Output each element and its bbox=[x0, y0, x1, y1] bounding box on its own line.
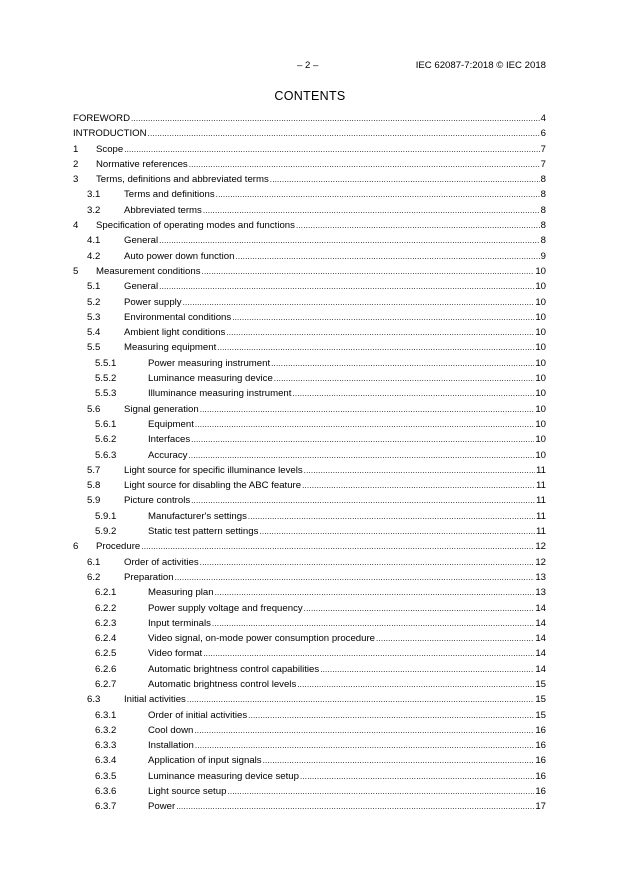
toc-entry-page: 16 bbox=[535, 770, 546, 782]
dot-leader bbox=[216, 190, 540, 199]
toc-entry-number: 6.2.1 bbox=[95, 587, 117, 599]
toc-entry-title: Light source setup bbox=[148, 786, 227, 798]
dot-leader bbox=[376, 634, 534, 643]
dot-leader bbox=[131, 114, 540, 123]
toc-entry[interactable] bbox=[73, 740, 546, 755]
toc-entry-page: 14 bbox=[535, 633, 546, 645]
dot-leader bbox=[217, 343, 534, 352]
toc-entry[interactable] bbox=[73, 679, 546, 694]
toc-entry[interactable] bbox=[73, 312, 546, 327]
toc-entry[interactable] bbox=[73, 251, 546, 266]
toc-entry-page: 10 bbox=[535, 281, 546, 293]
toc-entry-title: Video signal, on-mode power consumption procedure bbox=[148, 633, 376, 645]
dot-leader bbox=[270, 175, 540, 184]
dot-leader bbox=[292, 389, 534, 398]
dot-leader bbox=[159, 236, 540, 245]
dot-leader bbox=[304, 466, 535, 475]
toc-entry[interactable] bbox=[73, 159, 546, 174]
toc-entry-page: 11 bbox=[536, 480, 546, 492]
toc-entry-page: 8 bbox=[540, 174, 546, 186]
toc-entry[interactable] bbox=[73, 648, 546, 663]
toc-entry-number: 5.7 bbox=[87, 464, 101, 476]
dot-leader bbox=[176, 802, 534, 811]
toc-entry-title: FOREWORD bbox=[73, 113, 131, 124]
toc-entry-number: 6.2.6 bbox=[95, 663, 117, 675]
toc-entry-page: 15 bbox=[535, 678, 546, 690]
toc-entry[interactable] bbox=[73, 541, 546, 556]
dot-leader bbox=[148, 129, 540, 138]
toc-entry[interactable] bbox=[73, 205, 546, 220]
dot-leader bbox=[200, 405, 535, 414]
toc-entry-page: 14 bbox=[535, 648, 546, 660]
toc-entry[interactable] bbox=[73, 572, 546, 587]
dot-leader bbox=[320, 665, 534, 674]
dot-leader bbox=[175, 573, 535, 582]
toc-entry[interactable] bbox=[73, 189, 546, 204]
toc-entry-page: 8 bbox=[540, 235, 546, 247]
toc-entry[interactable] bbox=[73, 480, 546, 495]
page-header bbox=[0, 60, 620, 74]
toc-entry-title: Luminance measuring device setup bbox=[148, 770, 299, 782]
dot-leader bbox=[232, 313, 534, 322]
toc-entry-title: Power supply voltage and frequency bbox=[148, 602, 303, 614]
toc-entry-page: 11 bbox=[536, 510, 546, 522]
toc-entry[interactable] bbox=[73, 710, 546, 725]
toc-entry-title: Power measuring instrument bbox=[148, 357, 271, 369]
dot-leader bbox=[191, 496, 535, 505]
toc-entry-title: Procedure bbox=[96, 541, 141, 553]
dot-leader bbox=[200, 558, 535, 567]
toc-entry-page: 10 bbox=[535, 388, 546, 400]
toc-entry[interactable] bbox=[73, 144, 546, 159]
toc-entry[interactable] bbox=[73, 664, 546, 679]
dot-leader bbox=[202, 267, 535, 276]
toc-entry-page: 10 bbox=[535, 449, 546, 461]
toc-entry[interactable] bbox=[73, 557, 546, 572]
toc-entry[interactable] bbox=[73, 786, 546, 801]
toc-entry-title: Signal generation bbox=[124, 403, 199, 415]
dot-leader bbox=[203, 206, 540, 215]
toc-entry-number: 5.5 bbox=[87, 342, 101, 354]
toc-entry-title: Application of input signals bbox=[148, 755, 262, 767]
toc-entry-number: 5.8 bbox=[87, 480, 101, 492]
toc-entry[interactable] bbox=[73, 755, 546, 770]
dot-leader bbox=[141, 542, 534, 551]
toc-entry-title: Ambient light conditions bbox=[124, 327, 226, 339]
toc-entry[interactable] bbox=[73, 113, 546, 128]
dot-leader bbox=[271, 359, 534, 368]
toc-entry-title: Illuminance measuring instrument bbox=[148, 388, 292, 400]
toc-entry-number: 5.6.3 bbox=[95, 449, 117, 461]
toc-entry-page: 10 bbox=[535, 357, 546, 369]
toc-entry-number: 5.5.1 bbox=[95, 357, 117, 369]
dot-leader bbox=[227, 787, 534, 796]
toc-entry-page: 16 bbox=[535, 786, 546, 798]
dot-leader bbox=[212, 619, 534, 628]
toc-entry[interactable] bbox=[73, 128, 546, 143]
toc-entry-page: 10 bbox=[535, 265, 546, 277]
toc-entry-number: 6.2.2 bbox=[95, 602, 117, 614]
toc-entry-title: Accuracy bbox=[148, 449, 188, 461]
toc-entry-title: Input terminals bbox=[148, 617, 211, 629]
toc-entry[interactable] bbox=[73, 297, 546, 312]
dot-leader bbox=[248, 711, 534, 720]
toc-entry-title: Measuring plan bbox=[148, 587, 214, 599]
dot-leader bbox=[215, 588, 535, 597]
toc-entry-title: Installation bbox=[148, 740, 194, 752]
dot-leader bbox=[191, 435, 534, 444]
toc-entry-page: 11 bbox=[536, 526, 546, 538]
toc-entry[interactable] bbox=[73, 235, 546, 250]
toc-entry-number: 5.5.2 bbox=[95, 373, 117, 385]
toc-entry-number: 1 bbox=[73, 143, 79, 155]
toc-entry[interactable] bbox=[73, 511, 546, 526]
toc-entry-page: 12 bbox=[535, 556, 546, 568]
toc-entry-title: Specification of operating modes and functions bbox=[96, 220, 295, 232]
dot-leader bbox=[188, 451, 534, 460]
toc-entry-page: 8 bbox=[540, 189, 546, 201]
toc-entry-number: 3 bbox=[73, 174, 79, 186]
toc-entry-page: 8 bbox=[540, 220, 546, 232]
toc-entry-page: 14 bbox=[535, 602, 546, 614]
dot-leader bbox=[296, 221, 540, 230]
toc-entry[interactable] bbox=[73, 281, 546, 296]
toc-entry-title: INTRODUCTION bbox=[73, 128, 147, 140]
toc-entry-title: Initial activities bbox=[124, 694, 186, 706]
toc-entry-number: 6.3.7 bbox=[95, 801, 117, 813]
dot-leader bbox=[187, 695, 534, 704]
toc-entry-number: 6.1 bbox=[87, 556, 101, 568]
toc-entry-title: General bbox=[124, 235, 159, 247]
page-number: – 2 – bbox=[297, 60, 319, 71]
toc-entry-page: 10 bbox=[535, 373, 546, 385]
toc-entry-page: 16 bbox=[535, 740, 546, 752]
toc-entry-number: 6.3 bbox=[87, 694, 101, 706]
toc-entry-title: Luminance measuring device bbox=[148, 373, 273, 385]
toc-entry[interactable] bbox=[73, 266, 546, 281]
toc-entry-number: 6.2.3 bbox=[95, 617, 117, 629]
toc-entry[interactable] bbox=[73, 526, 546, 541]
toc-entry-title: Terms and definitions bbox=[124, 189, 215, 201]
toc-entry-page: 7 bbox=[540, 143, 546, 155]
toc-entry-page: 12 bbox=[535, 541, 546, 553]
toc-entry-number: 6.2.4 bbox=[95, 633, 117, 645]
table-of-contents bbox=[73, 113, 546, 817]
toc-entry[interactable] bbox=[73, 174, 546, 189]
toc-entry-number: 6 bbox=[73, 541, 79, 553]
dot-leader bbox=[248, 512, 535, 521]
toc-entry-title: Scope bbox=[96, 143, 124, 155]
toc-entry-number: 5.6 bbox=[87, 403, 101, 415]
toc-entry-page: 10 bbox=[535, 311, 546, 323]
dot-leader bbox=[183, 298, 535, 307]
toc-entry[interactable] bbox=[73, 587, 546, 602]
toc-entry-number: 5.1 bbox=[87, 281, 101, 293]
toc-entry[interactable] bbox=[73, 633, 546, 648]
toc-entry-page: 14 bbox=[535, 663, 546, 675]
dot-leader bbox=[302, 481, 535, 490]
toc-entry-number: 6.2.5 bbox=[95, 648, 117, 660]
dot-leader bbox=[226, 328, 534, 337]
toc-entry-page: 4 bbox=[540, 113, 546, 124]
toc-entry-page: 16 bbox=[535, 724, 546, 736]
toc-entry-number: 5.6.1 bbox=[95, 418, 117, 430]
toc-entry-page: 13 bbox=[535, 571, 546, 583]
toc-entry-page: 16 bbox=[535, 755, 546, 767]
toc-entry[interactable] bbox=[73, 495, 546, 510]
toc-entry-page: 9 bbox=[540, 250, 546, 262]
dot-leader bbox=[189, 160, 540, 169]
toc-entry-number: 6.3.2 bbox=[95, 724, 117, 736]
dot-leader bbox=[195, 420, 534, 429]
toc-entry-title: Equipment bbox=[148, 418, 194, 430]
toc-entry-title: Measuring equipment bbox=[124, 342, 217, 354]
toc-entry-title: General bbox=[124, 281, 159, 293]
toc-entry[interactable] bbox=[73, 725, 546, 740]
toc-entry-title: Power supply bbox=[124, 296, 182, 308]
toc-entry-title: Cool down bbox=[148, 724, 194, 736]
dot-leader bbox=[259, 527, 535, 536]
dot-leader bbox=[235, 252, 539, 261]
toc-entry[interactable] bbox=[73, 327, 546, 342]
toc-entry-number: 5.3 bbox=[87, 311, 101, 323]
toc-entry-page: 10 bbox=[535, 296, 546, 308]
toc-title: CONTENTS bbox=[274, 89, 346, 103]
toc-entry[interactable] bbox=[73, 220, 546, 235]
toc-entry-number: 5.9 bbox=[87, 495, 101, 507]
toc-entry-page: 10 bbox=[535, 403, 546, 415]
dot-leader bbox=[194, 726, 534, 735]
toc-entry-number: 4 bbox=[73, 220, 79, 232]
toc-entry-title: Environmental conditions bbox=[124, 311, 232, 323]
toc-entry-page: 15 bbox=[535, 709, 546, 721]
toc-entry[interactable] bbox=[73, 434, 546, 449]
toc-entry-title: Interfaces bbox=[148, 434, 191, 446]
toc-entry-number: 2 bbox=[73, 158, 79, 170]
toc-entry-number: 5.4 bbox=[87, 327, 101, 339]
document-reference: IEC 62087-7:2018 © IEC 2018 bbox=[415, 60, 546, 71]
toc-entry-page: 10 bbox=[535, 327, 546, 339]
toc-entry[interactable] bbox=[73, 465, 546, 480]
dot-leader bbox=[274, 374, 535, 383]
toc-entry-title: Order of activities bbox=[124, 556, 199, 568]
toc-entry[interactable] bbox=[73, 618, 546, 633]
dot-leader bbox=[297, 680, 534, 689]
toc-entry-page: 15 bbox=[535, 694, 546, 706]
toc-entry[interactable] bbox=[73, 603, 546, 618]
toc-entry-title: Light source for specific illuminance levels bbox=[124, 464, 303, 476]
toc-entry-title: Measurement conditions bbox=[96, 265, 201, 277]
toc-entry-number: 6.2 bbox=[87, 571, 101, 583]
toc-entry-page: 6 bbox=[540, 128, 546, 140]
toc-entry[interactable] bbox=[73, 373, 546, 388]
toc-entry[interactable] bbox=[73, 694, 546, 709]
toc-entry-title: Static test pattern settings bbox=[148, 526, 259, 538]
toc-entry-number: 5.2 bbox=[87, 296, 101, 308]
toc-entry-title: Light source for disabling the ABC feature bbox=[124, 480, 302, 492]
dot-leader bbox=[300, 772, 534, 781]
toc-entry-number: 3.1 bbox=[87, 189, 101, 201]
toc-entry-number: 3.2 bbox=[87, 204, 101, 216]
toc-entry-title: Abbreviated terms bbox=[124, 204, 202, 216]
dot-leader bbox=[124, 145, 539, 154]
toc-entry-title: Power bbox=[148, 801, 176, 813]
toc-entry-title: Automatic brightness control capabilities bbox=[148, 663, 320, 675]
toc-entry-title: Picture controls bbox=[124, 495, 191, 507]
toc-entry[interactable] bbox=[73, 404, 546, 419]
toc-entry-number: 5.5.3 bbox=[95, 388, 117, 400]
toc-entry[interactable] bbox=[73, 342, 546, 357]
toc-entry-page: 10 bbox=[535, 342, 546, 354]
toc-entry-title: Terms, definitions and abbreviated terms bbox=[96, 174, 269, 186]
toc-entry-title: Manufacturer's settings bbox=[148, 510, 247, 522]
toc-entry-page: 14 bbox=[535, 617, 546, 629]
dot-leader bbox=[159, 282, 534, 291]
toc-entry-number: 5.9.2 bbox=[95, 526, 117, 538]
toc-entry-number: 6.3.6 bbox=[95, 786, 117, 798]
toc-entry-number: 4.1 bbox=[87, 235, 101, 247]
toc-entry-number: 6.2.7 bbox=[95, 678, 117, 690]
toc-entry-page: 10 bbox=[535, 418, 546, 430]
toc-entry-title: Normative references bbox=[96, 158, 188, 170]
dot-leader bbox=[304, 604, 535, 613]
toc-entry[interactable] bbox=[73, 771, 546, 786]
toc-entry-page: 11 bbox=[536, 464, 546, 476]
toc-entry-page: 11 bbox=[536, 495, 546, 507]
dot-leader bbox=[195, 741, 534, 750]
toc-entry-title: Automatic brightness control levels bbox=[148, 678, 297, 690]
toc-entry-page: 10 bbox=[535, 434, 546, 446]
toc-entry[interactable] bbox=[73, 358, 546, 373]
toc-entry-number: 6.3.1 bbox=[95, 709, 117, 721]
toc-entry-number: 6.3.3 bbox=[95, 740, 117, 752]
toc-entry-number: 5 bbox=[73, 265, 79, 277]
toc-entry-title: Auto power down function bbox=[124, 250, 235, 262]
dot-leader bbox=[203, 649, 534, 658]
toc-entry[interactable] bbox=[73, 388, 546, 403]
toc-entry-number: 6.3.4 bbox=[95, 755, 117, 767]
toc-entry[interactable] bbox=[73, 450, 546, 465]
toc-entry-page: 13 bbox=[535, 587, 546, 599]
toc-entry-page: 7 bbox=[540, 158, 546, 170]
toc-entry[interactable] bbox=[73, 801, 546, 816]
toc-entry-title: Preparation bbox=[124, 571, 174, 583]
toc-entry-title: Order of initial activities bbox=[148, 709, 248, 721]
toc-entry-number: 5.9.1 bbox=[95, 510, 117, 522]
toc-entry-page: 17 bbox=[535, 801, 546, 813]
toc-entry-page: 8 bbox=[540, 204, 546, 216]
toc-entry-number: 6.3.5 bbox=[95, 770, 117, 782]
toc-entry-title: Video format bbox=[148, 648, 203, 660]
dot-leader bbox=[263, 756, 535, 765]
toc-entry-number: 5.6.2 bbox=[95, 434, 117, 446]
toc-entry[interactable] bbox=[73, 419, 546, 434]
toc-entry-number: 4.2 bbox=[87, 250, 101, 262]
